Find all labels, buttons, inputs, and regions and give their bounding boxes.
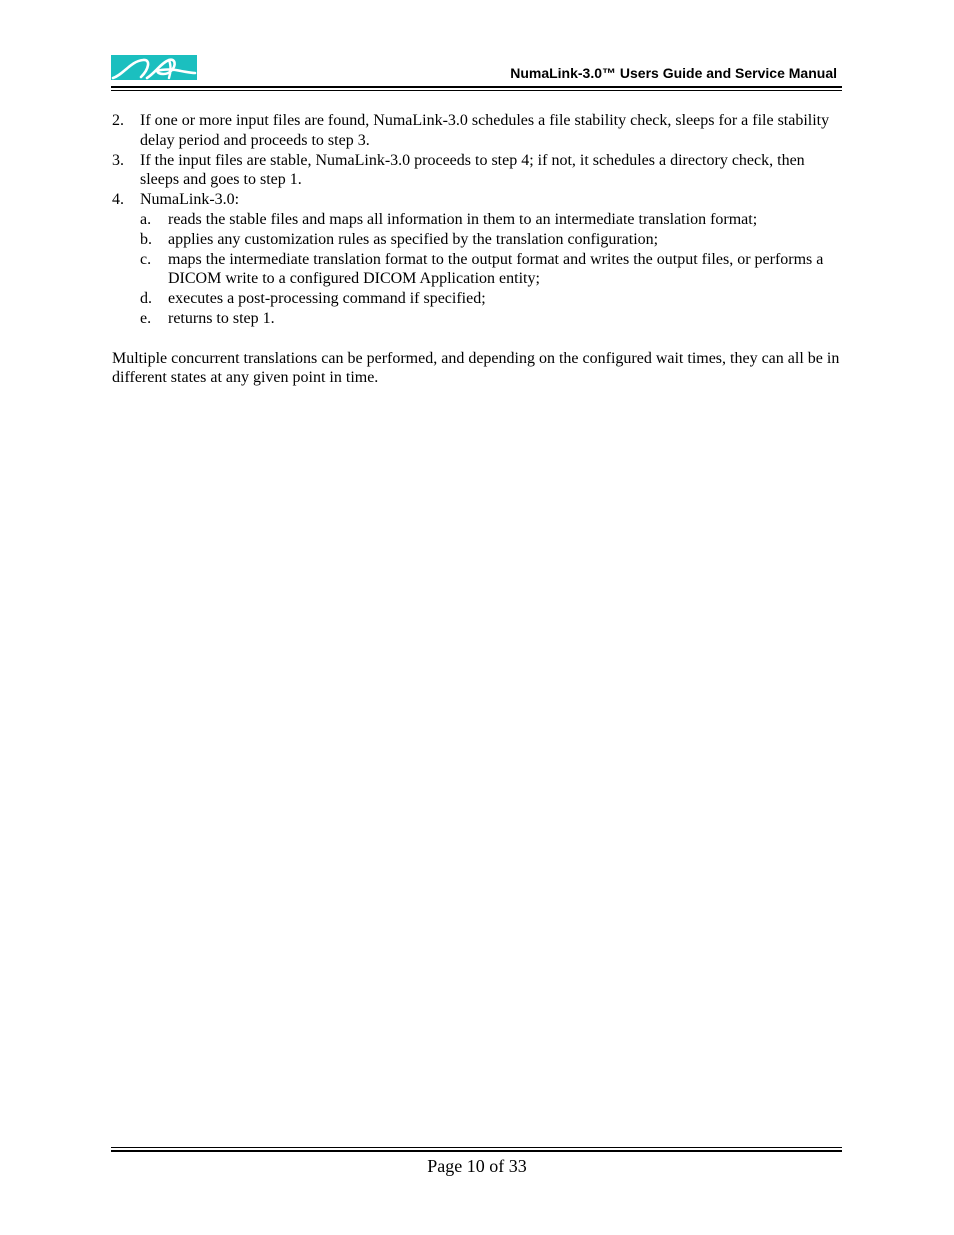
- sublist-item: [112, 289, 842, 309]
- header-title: NumaLink-3.0™ Users Guide and Service Manual: [510, 65, 837, 81]
- sublist-letter: a.: [140, 210, 152, 228]
- list-number: 4.: [112, 191, 124, 209]
- footer-rule-thick: [111, 1150, 842, 1152]
- sublist-item: [112, 210, 842, 230]
- sublist-letter: c.: [140, 250, 152, 268]
- list-text: If one or more input files are found, NumaLink-3.0 schedules a file stability check, sleeps for a file stability delay period and proceeds to step 3.: [140, 112, 830, 149]
- sublist-letter: e.: [140, 309, 152, 327]
- header-rule-thin: [111, 90, 842, 91]
- list-item: [112, 151, 842, 191]
- sublist-item: [112, 230, 842, 250]
- list-number: 2.: [112, 112, 124, 129]
- list-number: 3.: [112, 151, 124, 169]
- sublist-text: reads the stable files and maps all information in them to an intermediate translation format;: [168, 210, 758, 228]
- sublist-text: returns to step 1.: [168, 309, 275, 327]
- sublist-letter: d.: [140, 290, 152, 308]
- sublist-item: [112, 309, 842, 329]
- footer-rule-thin: [111, 1147, 842, 1148]
- list-text: NumaLink-3.0:: [140, 191, 240, 209]
- list-item: [112, 190, 842, 210]
- list-item: [112, 111, 842, 151]
- sublist-letter: b.: [140, 230, 152, 248]
- header-rule-thick: [111, 86, 842, 88]
- document-body: [112, 111, 842, 388]
- list-text: If the input files are stable, NumaLink-3.0 proceeds to step 4; if not, it schedules a directory check, then sleeps and goes to step 1.: [140, 151, 805, 189]
- sublist-item: [112, 250, 842, 290]
- sublist-text: executes a post-processing command if specified;: [168, 290, 486, 308]
- sublist-text: maps the intermediate translation format to the output format and writes the output files, or performs a DICOM write to a configured DICOM Application entity;: [168, 250, 824, 288]
- page-number: Page 10 of 33: [427, 1156, 527, 1176]
- sublist-text: applies any customization rules as specified by the translation configuration;: [168, 230, 659, 248]
- body-paragraph: Multiple concurrent translations can be performed, and depending on the configured wait times, they can all be in different states at any given point in time.: [112, 349, 840, 387]
- company-logo: [111, 55, 197, 80]
